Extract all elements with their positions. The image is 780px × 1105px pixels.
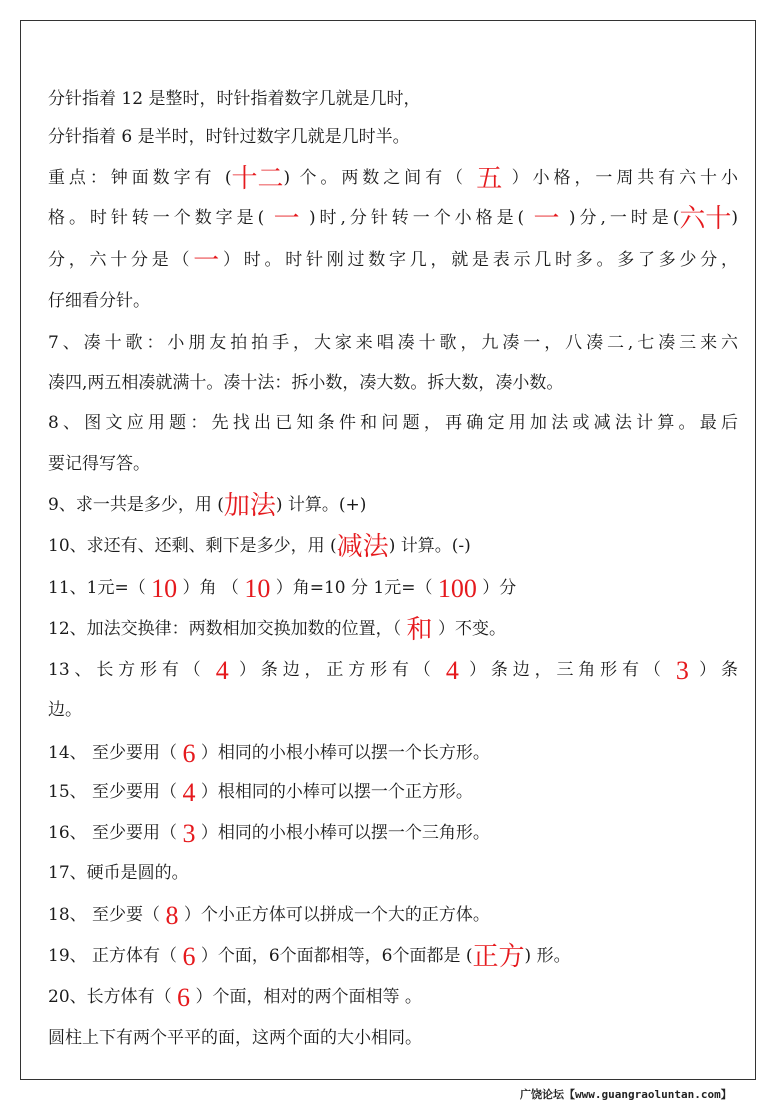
line-text: ）时。时针刚过数字几，就是表示几时多。多了多少分， (219, 250, 739, 270)
answer-value: 一 (533, 204, 560, 233)
line-text: 10、求还有、还剩、剩下是多少，用 ( (48, 536, 337, 556)
line-text: 分，六十分是（ (48, 250, 194, 270)
line-text: )时,分针转一个小格是( (299, 208, 534, 228)
text-line: 7、凑十歌：小朋友拍拍手，大家来唱凑十歌，九凑一，八凑二,七凑三来六 (48, 333, 738, 353)
line-text: ) (731, 208, 738, 228)
line-text: ) 计算。(+) (275, 495, 367, 515)
line-text: 15、 至少要用（ (48, 782, 183, 802)
answer-value: 6 (182, 739, 196, 768)
answer-value: 3 (182, 819, 196, 848)
answer-value: 6 (182, 942, 196, 971)
line-text: ) 形。 (524, 946, 571, 966)
answer-value: 加法 (223, 491, 276, 520)
line-text: 19、 正方体有（ (48, 946, 183, 966)
text-line: 边。 (48, 700, 82, 720)
text-line: 凑四,两五相凑就满十。凑十法：拆小数，凑大数。拆大数，凑小数。 (48, 373, 564, 393)
text-line (48, 609, 738, 649)
answer-value: 一 (273, 204, 300, 233)
text-line (48, 198, 738, 238)
line-text: 20、长方体有（ (48, 987, 178, 1007)
answer-value: 和 (406, 615, 433, 644)
line-text: ) 计算。(-) (388, 536, 471, 556)
line-text: ）分 (476, 578, 517, 598)
text-line (48, 813, 738, 853)
answer-value: 4 (445, 656, 459, 685)
line-text: ）小格，一周共有六十小 (502, 168, 738, 188)
line-text: ）个面，相对的两个面相等 。 (190, 987, 422, 1007)
text-line (48, 977, 738, 1017)
answer-value: 10 (151, 574, 178, 603)
line-text: ）个面，6个面都相等，6个面都是 ( (195, 946, 473, 966)
text-line: 分针指着 12 是整时，时针指着数字几就是几时， (48, 89, 421, 109)
answer-value: 减法 (336, 532, 389, 561)
answer-value: 10 (244, 574, 271, 603)
text-line (48, 895, 738, 935)
answer-value: 六十 (679, 204, 732, 233)
line-text: 16、 至少要用（ (48, 823, 183, 843)
line-text: 12、加法交换律：两数相加交换加数的位置，（ (48, 619, 407, 639)
answer-value: 4 (182, 778, 196, 807)
line-text: ）相同的小根小棒可以摆一个三角形。 (195, 823, 490, 843)
text-line (48, 733, 738, 773)
line-text: 14、 至少要用（ (48, 743, 183, 763)
answer-value: 4 (215, 656, 229, 685)
line-text: )分,一时是( (559, 208, 680, 228)
line-text: 18、 至少要（ (48, 905, 166, 925)
line-text: 9、求一共是多少，用 ( (48, 495, 224, 515)
line-text: 重点：钟面数字有 ( (48, 168, 232, 188)
text-line (48, 240, 738, 280)
text-line (48, 650, 738, 690)
line-text: ）相同的小根小棒可以摆一个长方形。 (195, 743, 490, 763)
line-text: ）条边，正方形有（ (228, 660, 446, 680)
line-text: 13、长方形有（ (48, 660, 216, 680)
answer-value: 100 (437, 574, 477, 603)
answer-value: 6 (177, 983, 191, 1012)
text-line: 圆柱上下有两个平平的面，这两个面的大小相同。 (48, 1028, 422, 1048)
answer-value: 一 (193, 246, 220, 275)
text-line: 仔细看分针。 (48, 291, 150, 311)
text-line: 分针指着 6 是半时，时针过数字几就是几时半。 (48, 127, 410, 147)
text-line: 要记得写答。 (48, 454, 150, 474)
answer-value: 十二 (231, 164, 284, 193)
text-line (48, 568, 738, 608)
text-line (48, 158, 738, 198)
answer-value: 3 (675, 656, 689, 685)
text-line (48, 936, 738, 976)
text-line (48, 772, 738, 812)
line-text: ）个小正方体可以拼成一个大的正方体。 (178, 905, 490, 925)
line-text: 11、1元=（ (48, 578, 152, 598)
line-text: ）条边，三角形有（ (458, 660, 676, 680)
text-line: 17、硬币是圆的。 (48, 863, 189, 883)
line-text: 格。时针转一个数字是( (48, 208, 274, 228)
answer-value: 正方 (472, 942, 525, 971)
text-line (48, 526, 738, 566)
line-text: ）角 （ (177, 578, 245, 598)
line-text: ）不变。 (432, 619, 506, 639)
text-line: 8、图文应用题：先找出已知条件和问题，再确定用加法或减法计算。最后 (48, 413, 738, 433)
line-text: ）条 (688, 660, 738, 680)
line-text: ) 个。两数之间有（ (283, 168, 477, 188)
footer-watermark: 广饶论坛【www.guangraoluntan.com】 (520, 1088, 732, 1101)
answer-value: 五 (476, 164, 503, 193)
line-text: ）根相同的小棒可以摆一个正方形。 (195, 782, 473, 802)
answer-value: 8 (165, 901, 179, 930)
line-text: ）角=10 分 1元=（ (270, 578, 438, 598)
text-line (48, 485, 738, 525)
